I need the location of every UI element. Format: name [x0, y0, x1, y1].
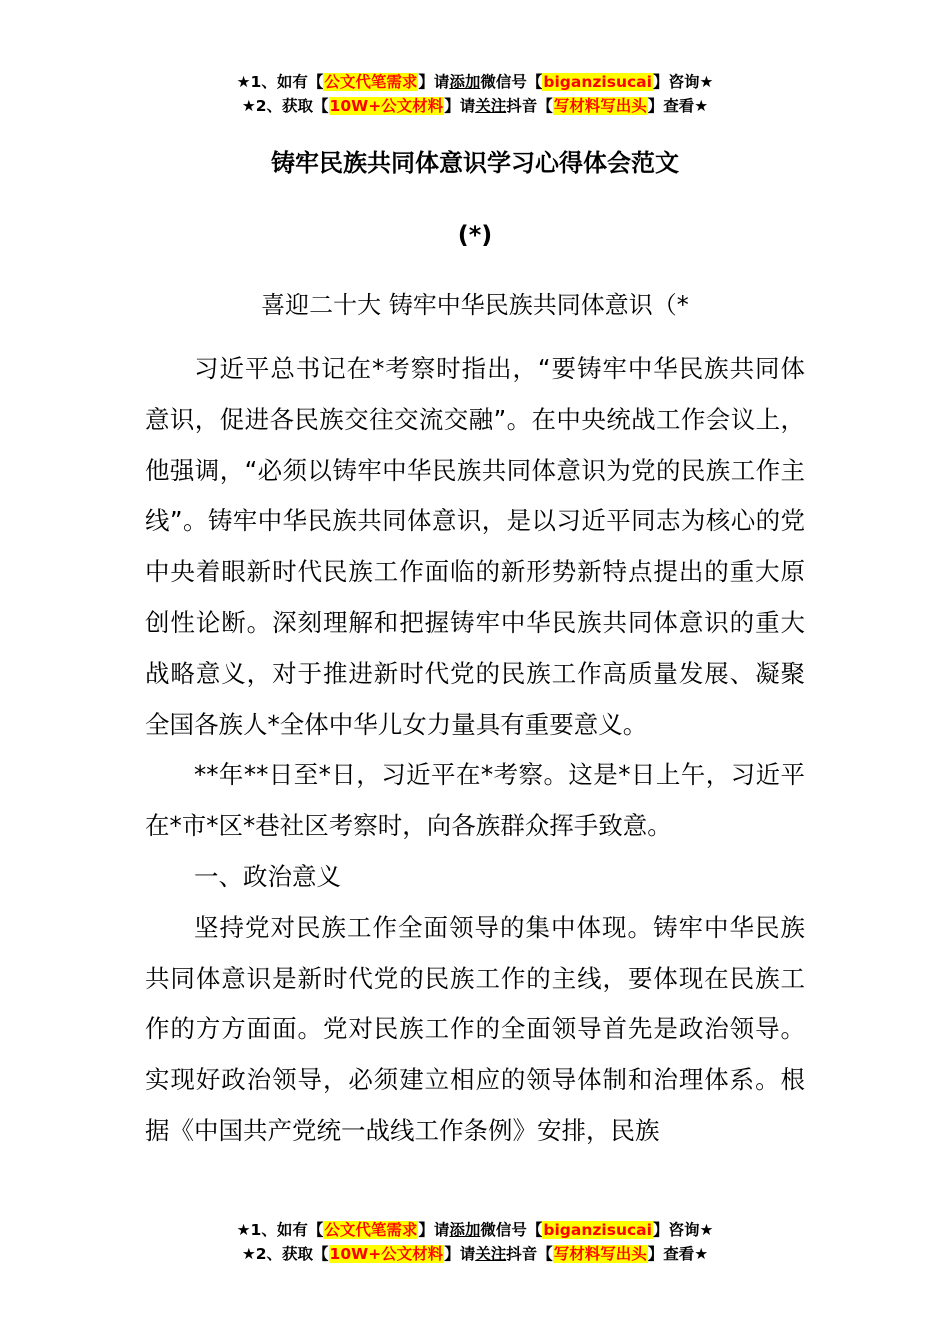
footer-banner [0, 1218, 950, 1266]
banner-emphasis: 添加 [449, 1221, 481, 1239]
banner-highlight: 10W+公文材料 [329, 97, 444, 115]
banner-text: ★2、获取【 [241, 1245, 329, 1263]
document-body [145, 344, 805, 1157]
header-banner [0, 70, 950, 118]
banner-text: ★1、如有【 [236, 1221, 324, 1239]
banner-text: 】请 [418, 73, 450, 91]
document-subtitle: 喜迎二十大 铸牢中华民族共同体意识（* [261, 291, 689, 319]
banner-text: 】请 [444, 1245, 476, 1263]
banner-text: ★1、如有【 [236, 73, 324, 91]
banner-text: 】咨询★ [652, 73, 714, 91]
paragraph: 习近平总书记在*考察时指出，“要铸牢中华民族共同体意识，促进各民族交往交流交融”。在中央统战工作会议上，他强调，“必须以铸牢中华民族共同体意识为党的民族工作主线”。铸牢中华民族共同体意识，是以习近平同志为核心的党中央着眼新时代民族工作面临的新形势新特点提出的重大原创性论断。深刻理解和把握铸牢中华民族共同体意识的重大战略意义，对于推进新时代党的民族工作高质量发展、凝聚全国各族人*全体中华儿女力量具有重要意义。 [145, 354, 805, 739]
banner-text: 】咨询★ [652, 1221, 714, 1239]
banner-highlight: 写材料写出头 [553, 97, 647, 115]
paragraph: 坚持党对民族工作全面领导的集中体现。铸牢中华民族共同体意识是新时代党的民族工作的主线，要体现在民族工作的方方面面。党对民族工作的全面领导首先是政治领导。实现好政治领导，必须建立相应的领导体制和治理体系。根据《中国共产党统一战线工作条例》安排，民族 [145, 912, 805, 1145]
document-title: 铸牢民族共同体意识学习心得体会范文 [271, 149, 679, 177]
document-mark: (*) [457, 221, 493, 249]
banner-emphasis: 添加 [449, 73, 481, 91]
banner-text: 抖音【 [506, 97, 553, 115]
banner-text: 】请 [418, 1221, 450, 1239]
paragraph: **年**日至*日，习近平在*考察。这是*日上午，习近平在*市*区*巷社区考察时，向各族群众挥手致意。 [145, 760, 805, 841]
banner-text: ★2、获取【 [241, 97, 329, 115]
banner-emphasis: 关注 [475, 1245, 507, 1263]
banner-highlight: 公文代笔需求 [324, 73, 418, 91]
banner-line-2 [0, 94, 950, 118]
banner-text: 】请 [444, 97, 476, 115]
banner-text: 微信号【 [480, 73, 543, 91]
banner-emphasis: 关注 [475, 97, 507, 115]
banner-text: 】查看★ [647, 1245, 709, 1263]
banner-line-1 [0, 70, 950, 94]
banner-highlight: 10W+公文材料 [329, 1245, 444, 1263]
banner-highlight: 公文代笔需求 [324, 1221, 418, 1239]
banner-highlight: biganzisucai [543, 73, 652, 91]
banner-highlight: biganzisucai [543, 1221, 652, 1239]
banner-highlight: 写材料写出头 [553, 1245, 647, 1263]
banner-line-2 [0, 1242, 950, 1266]
banner-text: 微信号【 [480, 1221, 543, 1239]
banner-line-1 [0, 1218, 950, 1242]
banner-text: 】查看★ [647, 97, 709, 115]
banner-text: 抖音【 [506, 1245, 553, 1263]
section-heading: 一、政治意义 [194, 861, 341, 891]
